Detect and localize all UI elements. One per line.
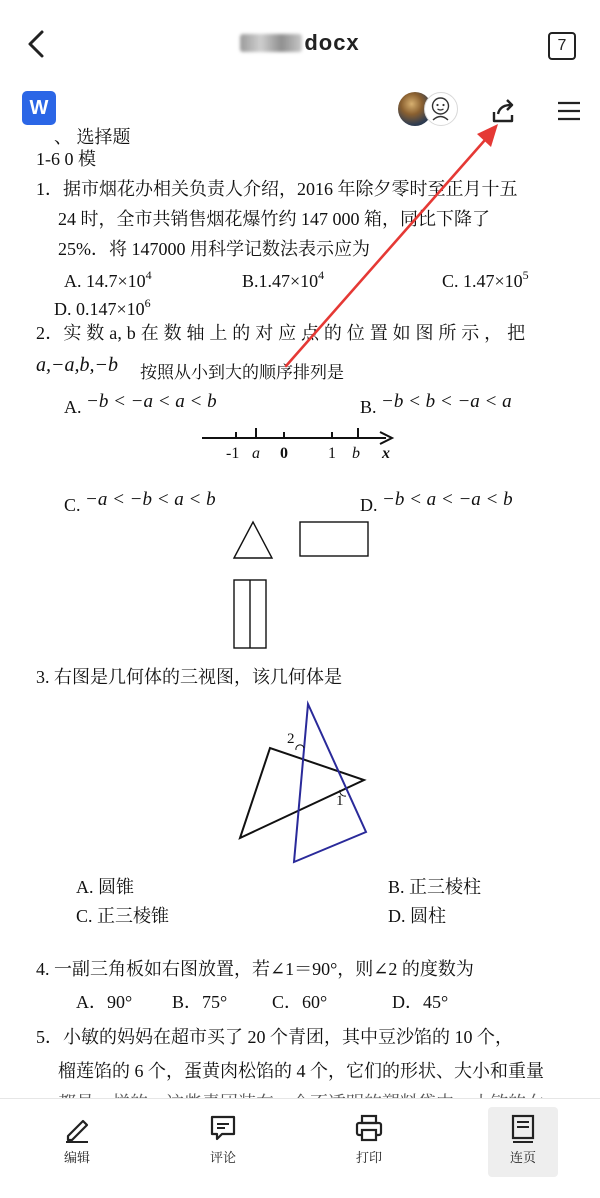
q4-option-a: A．90° [76,992,133,1012]
q2-option-a: A. −b < −a < a < b [64,391,217,417]
q2-line1: 2．实 数 a, b 在 数 轴 上 的 对 应 点 的 位 置 如 图 所 示 ， 把 [36,323,526,343]
angle-2-label: 2 [287,731,295,747]
q2-line2-math: a,−a,b,−b [36,354,118,376]
comment-icon [208,1113,238,1143]
q2-option-b: B. −b < b < −a < a [360,391,512,417]
printer-icon [354,1113,384,1143]
q3-line1: 3. 右图是几何体的三视图，该几何体是 [36,667,342,687]
continuous-page-button[interactable] [488,1107,558,1177]
word-app-logo: W [22,91,56,125]
axis-label: -1 [226,445,240,462]
print-button[interactable] [334,1107,404,1177]
angle-1-label: 1 [336,793,344,809]
pen-icon [62,1113,92,1143]
continuous-page-icon [508,1113,538,1143]
q3-option-d: D. 圆柱 [388,906,446,926]
q5-line1: 5．小敏的妈妈在超市买了 20 个青团，其中豆沙馅的 10 个， [36,1027,513,1047]
axis-label: x [382,445,390,462]
continuous-page-label: 连页 [509,1150,536,1165]
q1-line3: 25%．将 147000 用科学记数法表示应为 [58,239,370,259]
comment-label: 评论 [209,1150,236,1165]
q4-option-b: B．75° [172,992,228,1012]
q1-line2: 24 时，全市共销售烟花爆竹约 147 000 箱，同比下降了 [58,209,490,229]
q3-option-b: B. 正三棱柱 [388,877,482,897]
q1-line1: 1．据市烟花办相关负责人介绍，2016 年除夕零时至正月十五 [36,179,518,199]
q3-option-c: C. 正三棱锥 [76,906,170,926]
q2-option-d: D. −b < a < −a < b [360,489,513,515]
cut-off-heading: 、 选择题 [54,127,131,147]
page-count-button[interactable]: 7 [548,32,576,60]
q1-option-a: A. $14.7\times 10^4$ [64,268,152,291]
comment-button[interactable] [188,1107,258,1177]
q2-option-c: C. −a < −b < a < b [64,489,216,515]
q4-option-c: C．60° [272,992,328,1012]
axis-label: b [352,445,360,462]
q4-option-d: D．45° [392,992,449,1012]
axis-label: 1 [328,445,336,462]
print-label: 打印 [355,1150,382,1165]
q3-option-a: A. 圆锥 [76,877,134,897]
bottom-nav [0,1098,600,1198]
edit-button[interactable] [42,1107,112,1177]
q1-option-c: C. $1.47\times 10^5$ [442,268,529,291]
section-heading: 1-6 0 模 [36,149,96,169]
edit-label: 编辑 [63,1150,90,1165]
q2-line2-text: 按照从小到大的顺序排列是 [140,363,344,383]
q4-line1: 4. 一副三角板如右图放置，若∠1＝90°，则∠2 的度数为 [36,959,474,979]
q5-line2: 榴莲馅的 6 个，蛋黄肉松馅的 4 个，它们的形状、大小和重量 [58,1061,544,1081]
axis-label: a [252,445,260,462]
axis-label: 0 [280,445,288,462]
q1-option-d: D. $0.147\times 10^6$ [54,296,151,319]
q1-option-b: $B.1.47\times 10^4$ [242,268,325,291]
document-title: docx [0,30,600,56]
